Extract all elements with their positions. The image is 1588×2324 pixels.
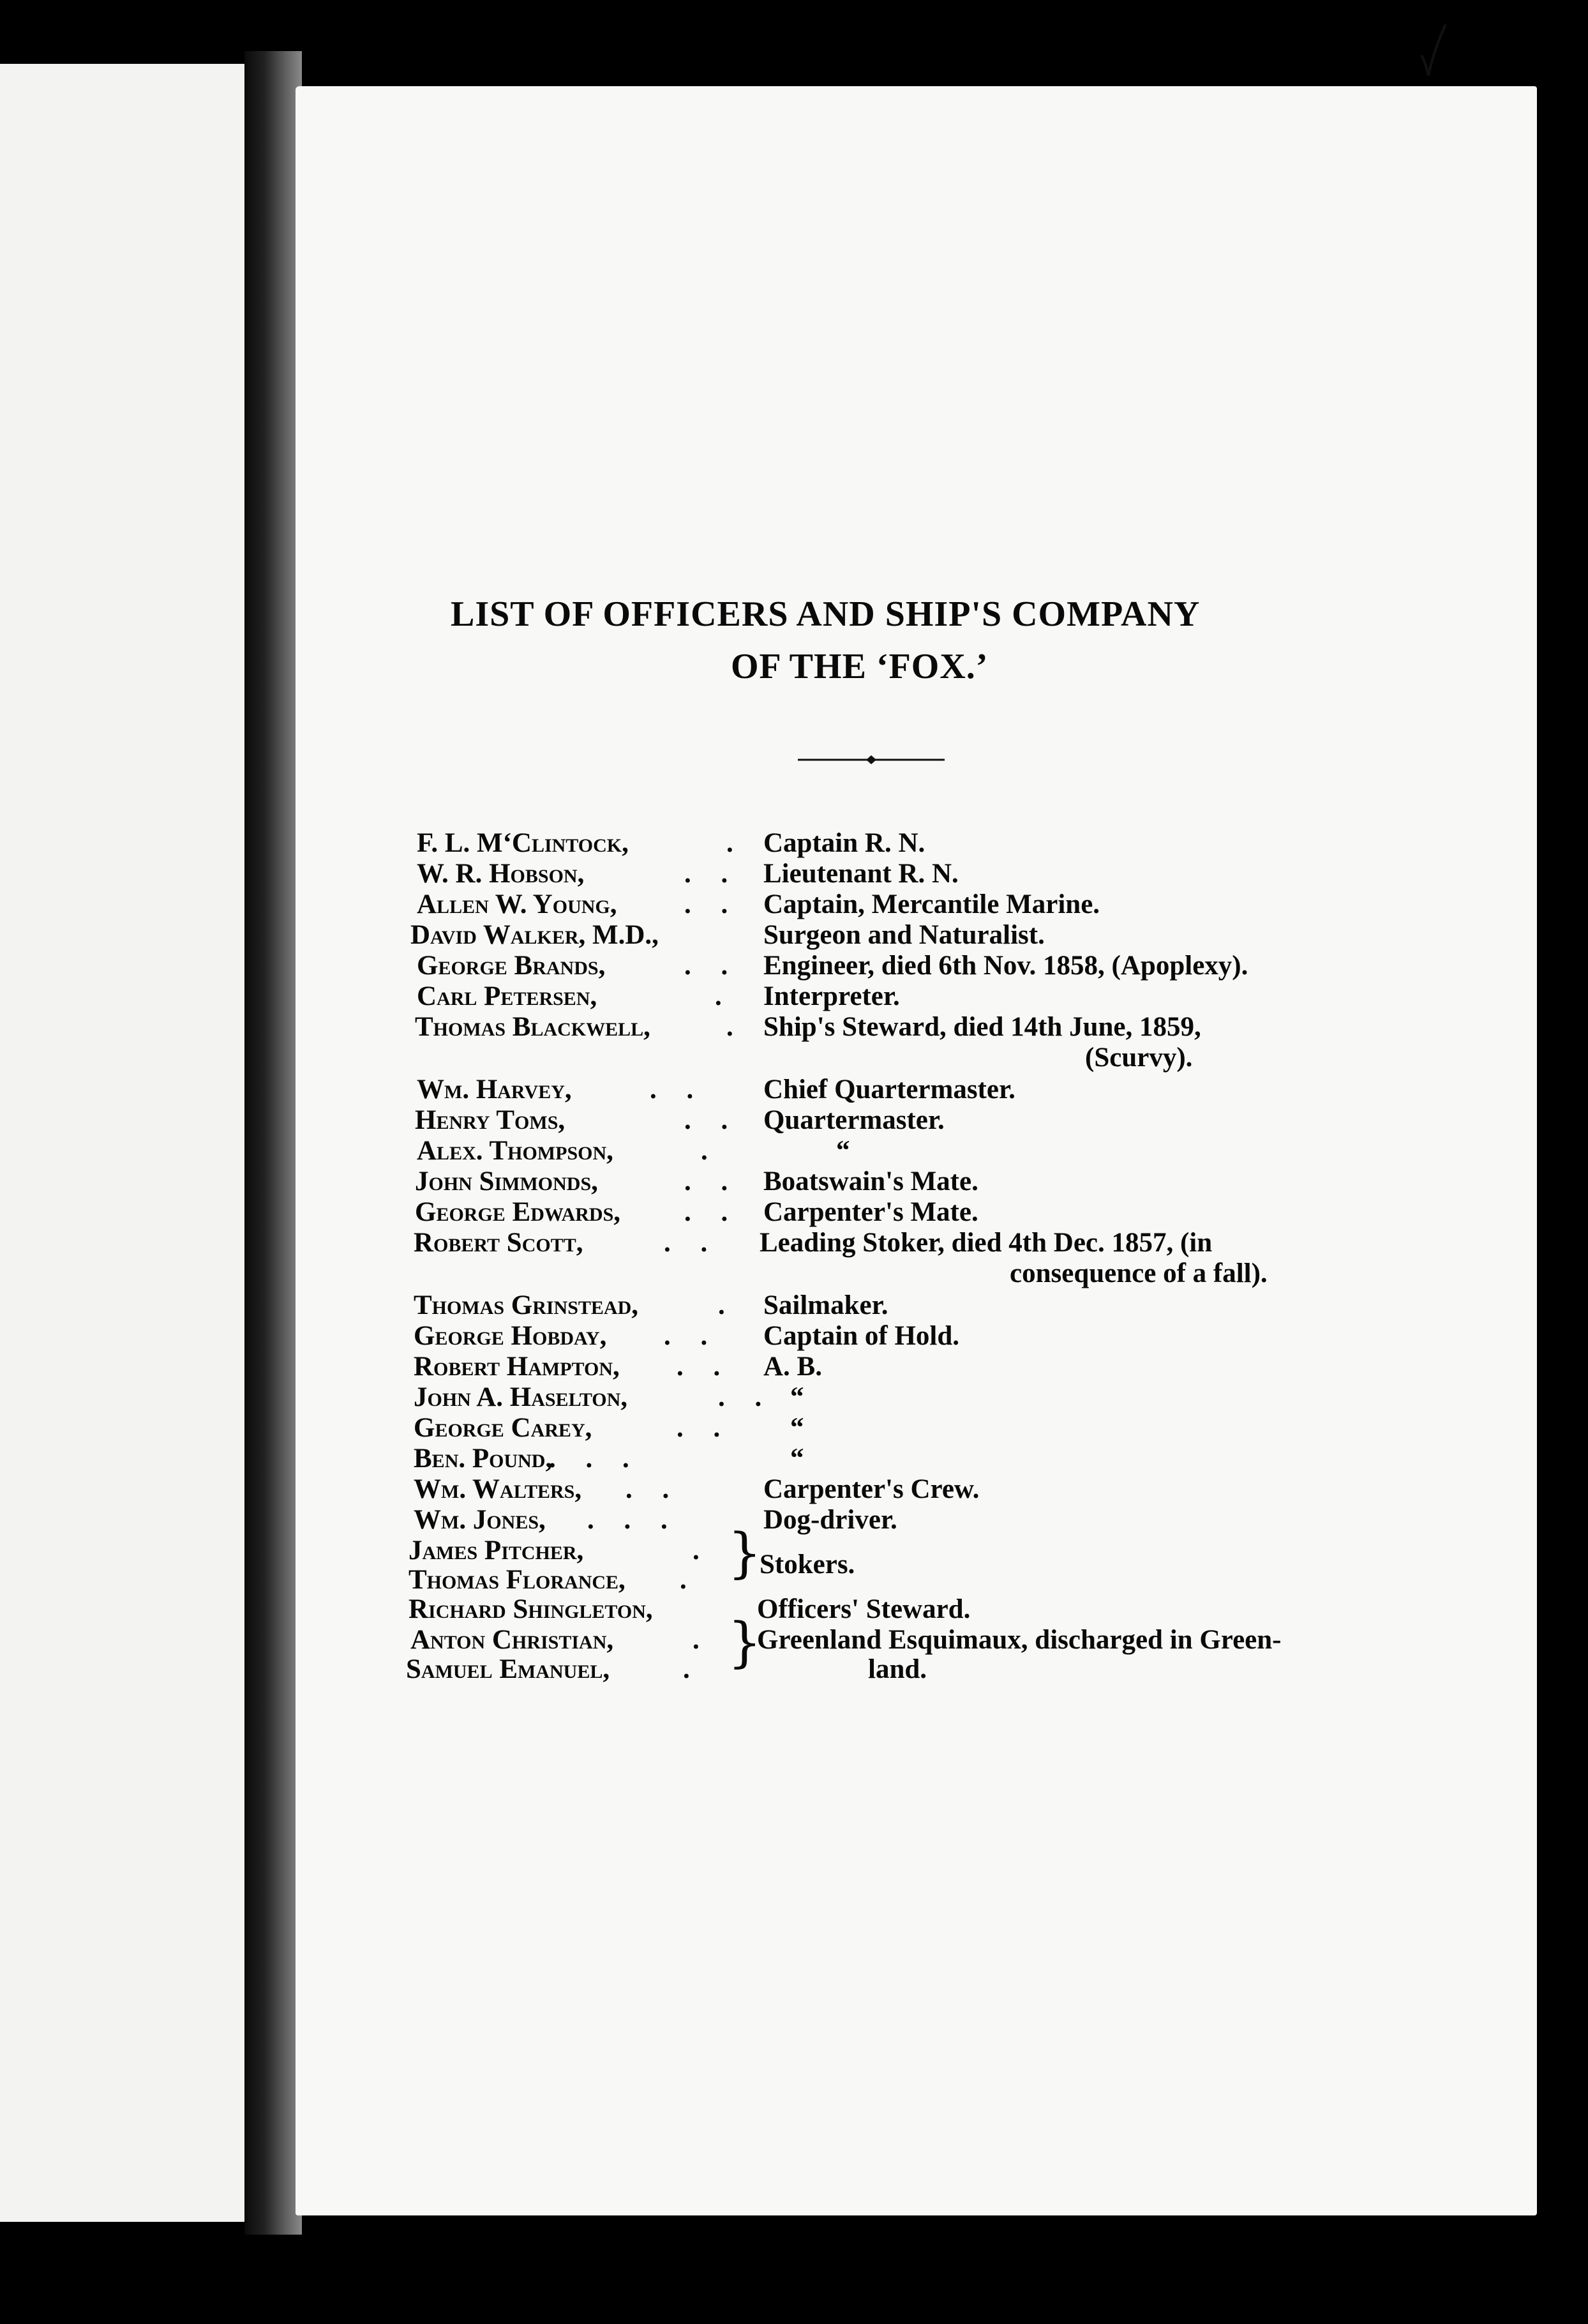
crew-role: Captain R. N. (763, 828, 925, 858)
roster-entry (0, 1136, 1588, 1166)
crew-role: A. B. (763, 1352, 822, 1382)
crew-name: Henry Toms, (415, 1105, 566, 1135)
roster-entry (0, 1075, 1588, 1105)
crew-role: Boatswain's Mate. (763, 1166, 978, 1196)
leader-dots: . . (684, 859, 740, 889)
crew-role: Surgeon and Naturalist. (763, 920, 1045, 950)
crew-role: Captain, Mercantile Marine. (763, 889, 1100, 919)
leader-dots: . . (684, 1105, 740, 1135)
crew-name: Samuel Emanuel, (406, 1654, 610, 1684)
leader-dots: . . . (549, 1444, 641, 1474)
crew-role: Chief Quartermaster. (763, 1075, 1015, 1105)
leader-dots: . (715, 981, 733, 1011)
roster-entry (0, 1322, 1588, 1351)
leader-dots: . . (664, 1321, 719, 1351)
pencil-check-mark (1417, 19, 1449, 83)
crew-role: Lieutenant R. N. (763, 859, 959, 889)
crew-name: Thomas Grinstead, (414, 1290, 639, 1320)
leader-dots: . . (677, 1352, 732, 1382)
crew-role: Quartermaster. (763, 1105, 945, 1135)
crew-name: George Edwards, (415, 1197, 621, 1227)
leader-dots: . . (684, 1197, 740, 1227)
roster-entry (0, 1383, 1588, 1412)
crew-role: Officers' Steward. (757, 1594, 971, 1624)
leader-dots: . . (650, 1075, 705, 1105)
crew-role: “ (790, 1444, 804, 1474)
roster-entry (0, 859, 1588, 889)
crew-name: Allen W. Young, (417, 889, 617, 919)
role-continuation: consequence of a fall). (1010, 1258, 1268, 1288)
roster-entry (0, 1106, 1588, 1135)
crew-name: Carl Petersen, (417, 981, 597, 1011)
roster-entry-continuation (0, 1043, 1588, 1073)
roster-entry (0, 1198, 1588, 1227)
leader-dots: . (693, 1625, 711, 1655)
roster-entry (0, 1595, 1588, 1624)
leader-dots: . (701, 1136, 719, 1166)
crew-role: “ (790, 1413, 804, 1443)
roster-entry (0, 890, 1588, 919)
crew-name: W. R. Hobson, (417, 859, 585, 889)
roster-entry (0, 1167, 1588, 1196)
crew-name: Alex. Thompson, (417, 1136, 613, 1166)
crew-name: Wm. Walters, (414, 1474, 582, 1504)
crew-name: F. L. M‘Clintock, (417, 828, 629, 858)
crew-role: Ship's Steward, died 14th June, 1859, (763, 1012, 1201, 1042)
crew-name: Ben. Pound, (414, 1444, 553, 1474)
crew-name: Robert Hampton, (414, 1352, 620, 1382)
brace-glyph: } (728, 1521, 762, 1584)
leader-dots: . . . (587, 1505, 679, 1535)
ornamental-divider (798, 753, 945, 766)
crew-role: Carpenter's Mate. (763, 1197, 978, 1227)
brace-glyph: } (728, 1611, 762, 1673)
crew-name: David Walker, M.D., (410, 920, 659, 950)
leader-dots: . (726, 1012, 745, 1042)
crew-role: Stokers. (760, 1550, 855, 1580)
crew-name: Thomas Florance, (408, 1565, 625, 1595)
crew-role: Dog-driver. (763, 1505, 897, 1535)
crew-role: Captain of Hold. (763, 1321, 960, 1351)
role-continuation: land. (868, 1654, 927, 1684)
roster-entry (0, 951, 1588, 981)
crew-name: Richard Shingleton, (408, 1594, 653, 1624)
crew-name: Robert Scott, (414, 1228, 583, 1258)
leader-dots: . . (684, 1166, 740, 1196)
crew-name: John A. Haselton, (414, 1382, 628, 1412)
roster-entry (0, 1228, 1588, 1258)
crew-name: George Carey, (414, 1413, 592, 1443)
roster-entry (0, 921, 1588, 950)
roster-entry (0, 1444, 1588, 1474)
crew-role: Interpreter. (763, 981, 900, 1011)
roster-entry (0, 1291, 1588, 1320)
leader-dots: . (680, 1565, 698, 1595)
roster-entry (0, 1475, 1588, 1504)
roster-entry (0, 1414, 1588, 1443)
page-title-line-2: OF THE ‘FOX.’ (731, 647, 989, 686)
crew-role: Carpenter's Crew. (763, 1474, 980, 1504)
crew-role: Greenland Esquimaux, discharged in Green- (757, 1625, 1282, 1655)
crew-role: “ (836, 1136, 850, 1166)
crew-role: Engineer, died 6th Nov. 1858, (Apoplexy). (763, 951, 1248, 981)
leader-dots: . . (625, 1474, 681, 1504)
crew-role: Leading Stoker, died 4th Dec. 1857, (in (760, 1228, 1213, 1258)
crew-name: Thomas Blackwell, (415, 1012, 650, 1042)
leader-dots: . (726, 828, 745, 858)
crew-name: George Hobday, (414, 1321, 607, 1351)
crew-name: George Brands, (417, 951, 606, 981)
crew-name: Wm. Harvey, (417, 1075, 572, 1105)
roster-entry (0, 1655, 1588, 1684)
leader-dots: . (683, 1654, 701, 1684)
leader-dots: . . (684, 889, 740, 919)
crew-name: James Pitcher, (408, 1535, 584, 1566)
roster-entry-continuation (0, 1259, 1588, 1288)
leader-dots: . . (677, 1413, 732, 1443)
leader-dots: . . (684, 951, 740, 981)
roster-entry (0, 1013, 1588, 1042)
leader-dots: . . (718, 1382, 774, 1412)
crew-role: Sailmaker. (763, 1290, 888, 1320)
roster-entry (0, 1626, 1588, 1655)
roster-entry (0, 982, 1588, 1011)
crew-name: Wm. Jones, (414, 1505, 546, 1535)
crew-name: John Simmonds, (415, 1166, 598, 1196)
roster-entry (0, 829, 1588, 858)
roster-entry (0, 1352, 1588, 1382)
leader-dots: . (693, 1535, 711, 1566)
role-continuation: (Scurvy). (1085, 1043, 1193, 1073)
roster-entry (0, 1505, 1588, 1535)
leader-dots: . . (664, 1228, 719, 1258)
leader-dots: . (718, 1290, 737, 1320)
crew-name: Anton Christian, (410, 1625, 614, 1655)
crew-role: “ (790, 1382, 804, 1412)
page-title-line-1: LIST OF OFFICERS AND SHIP'S COMPANY (451, 594, 1201, 634)
